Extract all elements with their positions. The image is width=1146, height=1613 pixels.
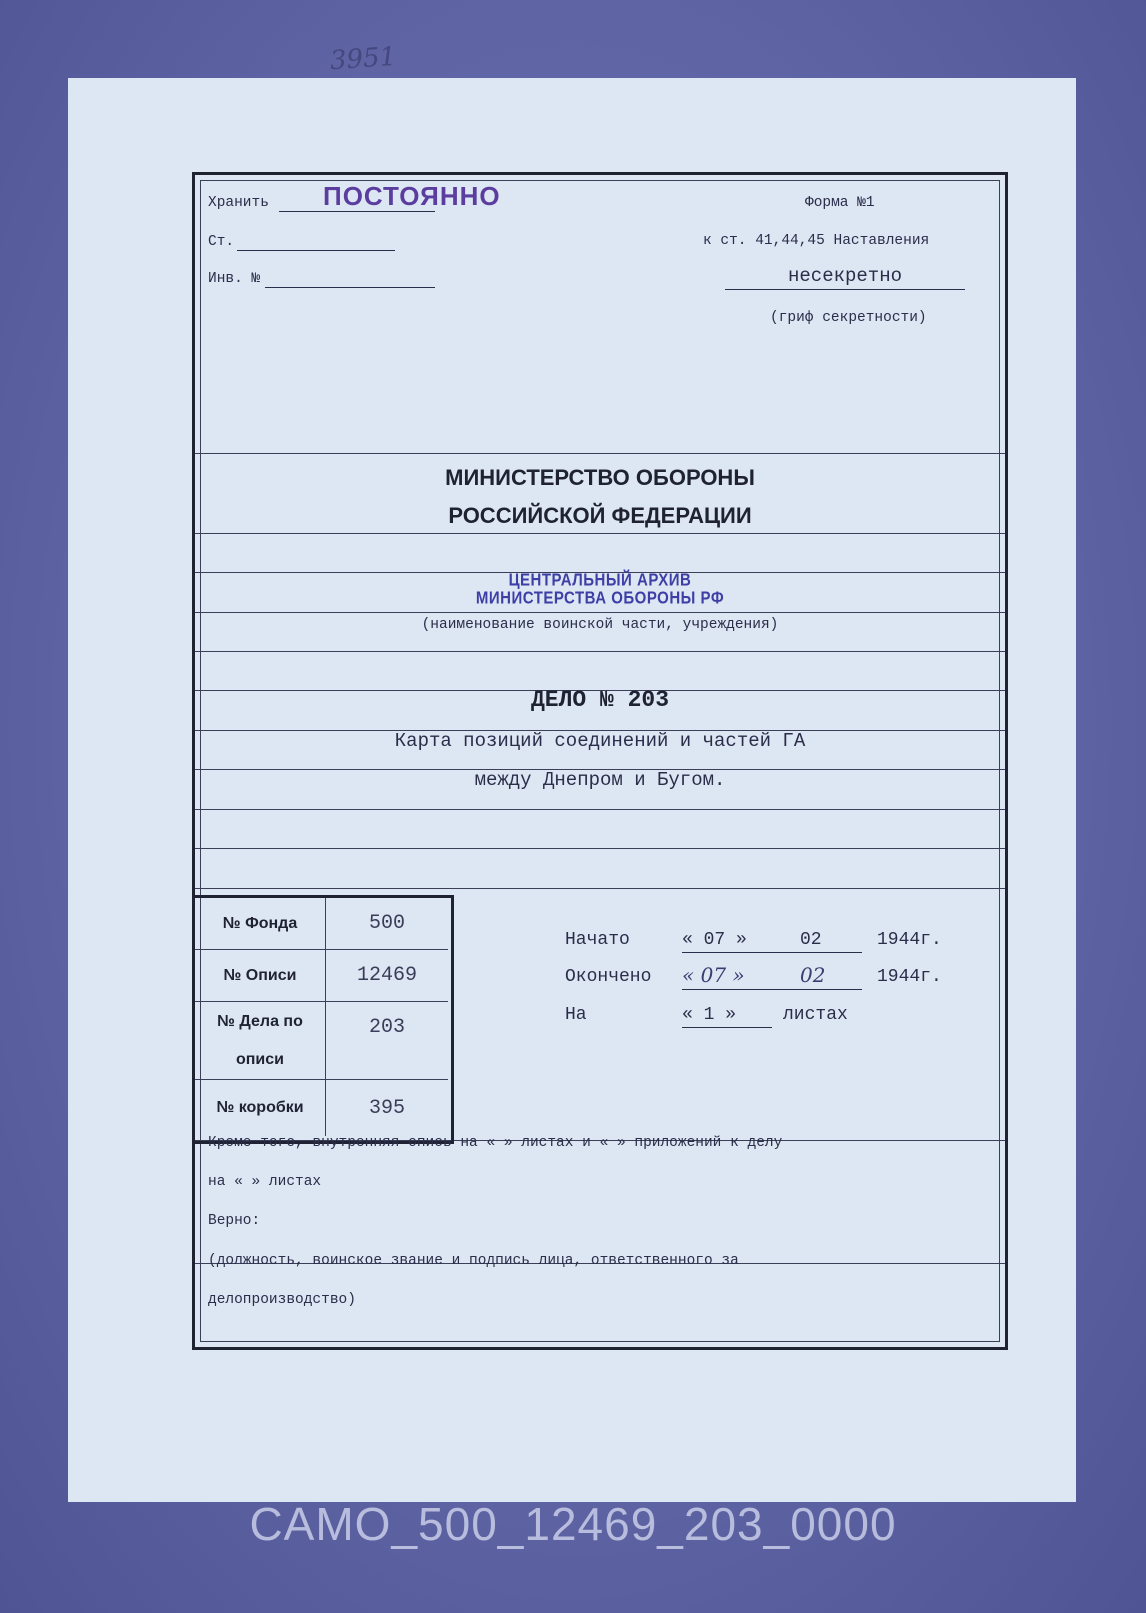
responsible-caption-line-2: делопроизводство) <box>208 1292 356 1308</box>
frame-inner-border <box>200 180 1000 1342</box>
rule <box>195 888 1005 889</box>
verified-label: Верно: <box>208 1213 261 1229</box>
rule <box>195 533 1005 534</box>
opis-label: № Описи <box>195 950 326 1002</box>
sheets-unit: листах <box>783 1005 848 1025</box>
finished-label: Окончено <box>565 967 652 987</box>
rule <box>195 848 1005 849</box>
st-label: Ст. <box>208 234 235 250</box>
case-description-line-1: Карта позиций соединений и частей ГА <box>394 730 806 752</box>
started-label: Начато <box>565 930 630 950</box>
fond-label: № Фонда <box>195 898 326 950</box>
st-underline <box>237 250 395 251</box>
inventory-note-line-1: Кроме того, внутренняя опись на « » листах и « » приложений к делу <box>208 1135 783 1151</box>
delo-label: № Дела по описи <box>195 1002 326 1080</box>
opis-value: 12469 <box>326 950 448 1002</box>
sheets-underline <box>682 1027 772 1028</box>
archive-stamp-line-1: ЦЕНТРАЛЬНЫЙ АРХИВ <box>508 570 692 591</box>
inv-underline <box>265 287 435 288</box>
finished-day: « 07 » <box>682 963 745 987</box>
ministry-line-1: МИНИСТЕРСТВО ОБОРОНЫ <box>445 465 755 490</box>
secrecy-underline <box>725 289 965 290</box>
case-title: ДЕЛО № 203 <box>530 687 670 713</box>
rule <box>195 651 1005 652</box>
finished-year: 1944г. <box>877 967 942 987</box>
rule <box>195 453 1005 454</box>
box-value: 395 <box>368 1096 405 1120</box>
case-description-line-2: между Днепром и Бугом. <box>474 769 726 791</box>
sheets-value: « 1 » <box>682 1005 737 1025</box>
secrecy-caption: (гриф секретности) <box>770 310 927 326</box>
responsible-caption-line-1: (должность, воинское звание и подпись лица, ответственного за <box>208 1253 739 1269</box>
delo-value: 203 <box>326 1002 448 1080</box>
file-watermark: CAMO_500_12469_203_0000 <box>249 1498 897 1550</box>
sheets-label: На <box>565 1005 587 1025</box>
rule <box>195 612 1005 613</box>
archive-stamp-line-2: МИНИСТЕРСТВА ОБОРОНЫ РФ <box>475 588 725 609</box>
keep-label: Хранить <box>208 195 269 211</box>
inventory-note-line-2: на « » листах <box>208 1174 322 1190</box>
finished-month: 02 <box>800 963 826 987</box>
handwritten-number: 3951 <box>329 41 398 77</box>
form-reference: к ст. 41,44,45 Наставления <box>703 233 930 249</box>
box-label: № коробки <box>195 1080 326 1136</box>
document-form-frame <box>192 172 1008 1350</box>
finished-underline <box>682 989 862 990</box>
secrecy-value: несекретно <box>787 265 903 287</box>
unit-caption: (наименование воинской части, учреждения) <box>421 617 779 633</box>
keep-stamp-postoyanno: ПОСТОЯННО <box>323 181 501 211</box>
inv-label: Инв. № <box>208 271 261 287</box>
started-day: « 07 » <box>682 930 747 950</box>
archive-info-table <box>195 895 454 1144</box>
rule <box>195 809 1005 810</box>
started-underline <box>682 952 862 953</box>
started-year: 1944г. <box>877 930 942 950</box>
form-number: Форма №1 <box>805 195 875 211</box>
ministry-line-2: РОССИЙСКОЙ ФЕДЕРАЦИИ <box>448 503 752 528</box>
started-month: 02 <box>800 930 822 950</box>
fond-value: 500 <box>326 898 448 950</box>
